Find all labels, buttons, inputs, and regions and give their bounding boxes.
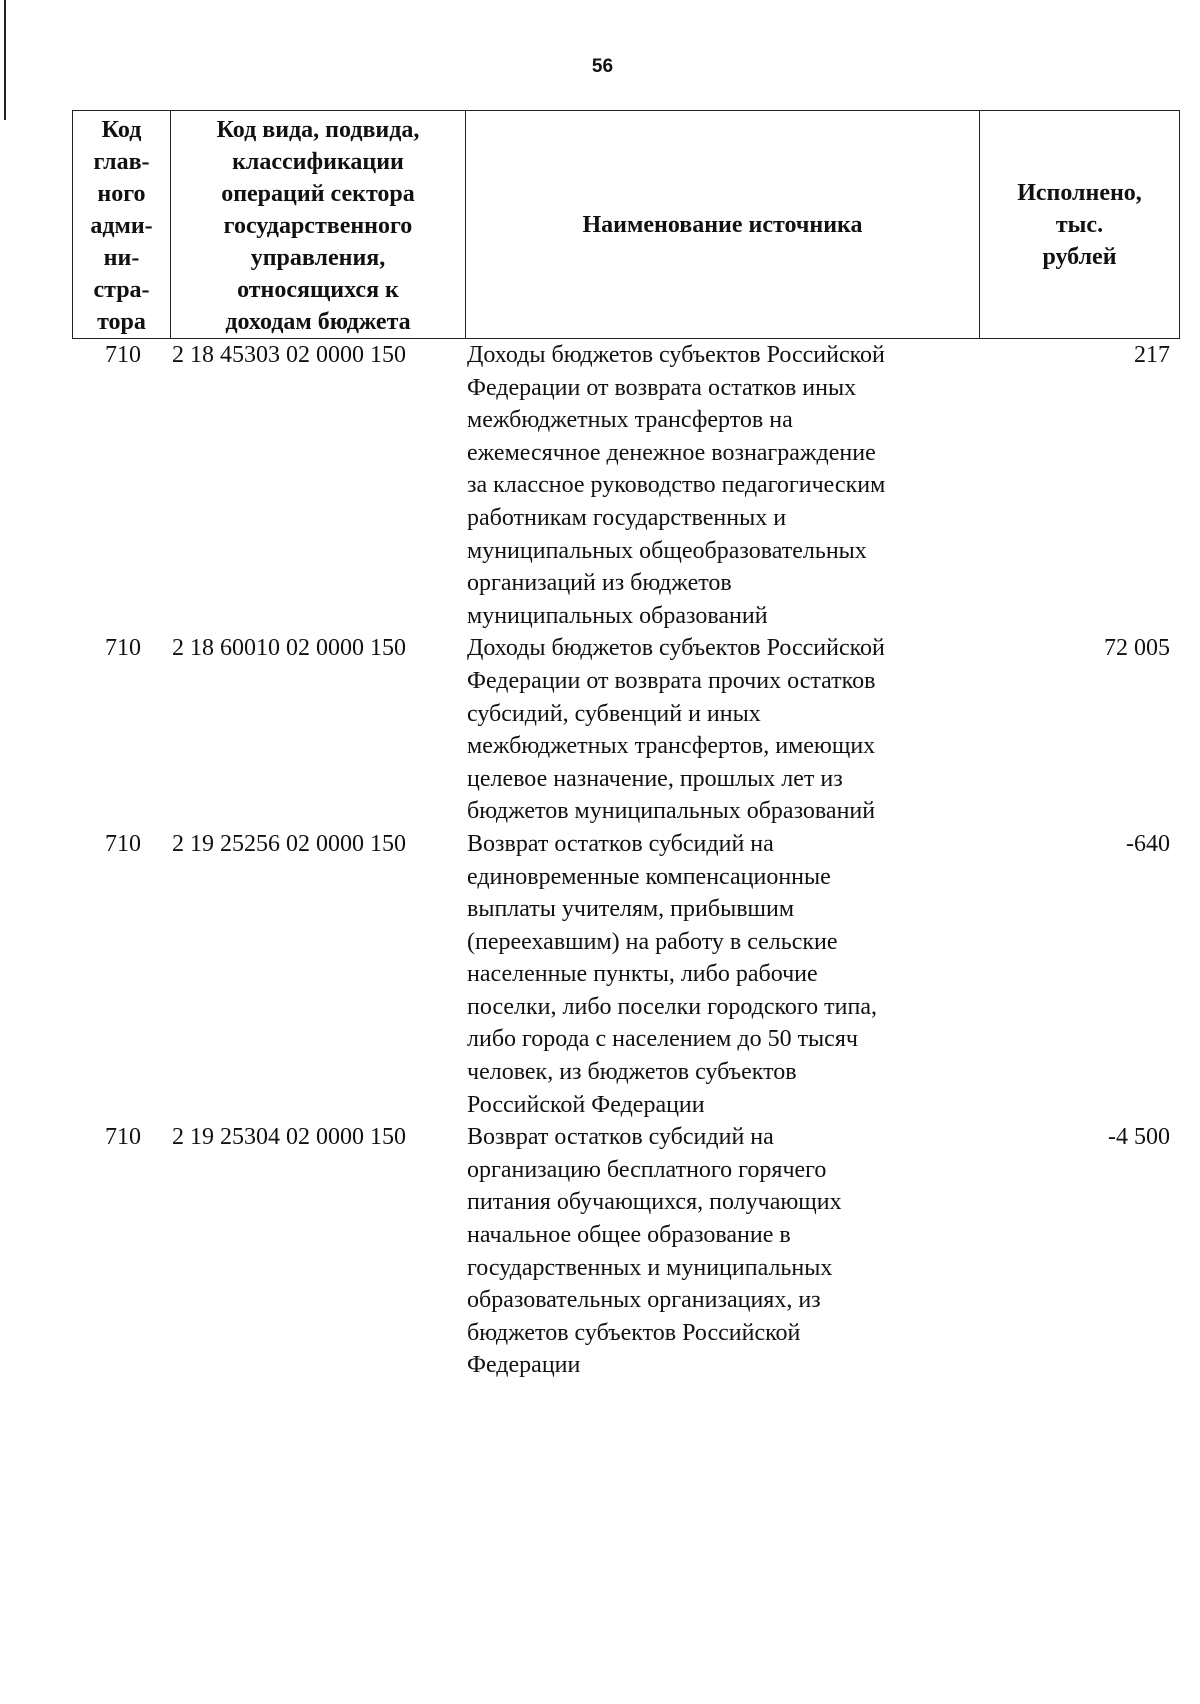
source-name-cell: Доходы бюджетов субъектов Российской Федерации от возврата остатков иных межбюджетных трансфертов на ежемесячное денежное вознаграждение за классное руководство педагогическим работникам государственных и муниципальных общеобразовательных организаций из бюджетов муниципальных образований [467,342,886,629]
table-row [72,632,1180,828]
table-row [72,828,1180,1121]
amount-cell: 217 [1134,342,1170,368]
page-number: 56 [591,56,614,77]
source-name-cell: Возврат остатков субсидий на единовременные компенсационные выплаты учителям, прибывшим (переехавшим) на работу в сельские населенные пункты, либо рабочие поселки, либо поселки городского типа, либо города с населением до 50 тысяч человек, из бюджетов субъектов Российской Федерации [467,830,878,1118]
header-source-name: Наименование источника [466,111,980,338]
kind-code-cell: 2 19 25256 02 0000 150 [172,830,406,857]
header-kind-code: Код вида, подвида, классификации операций сектора государственного управления, относящихся к доходам бюджета [171,111,466,338]
table-header [72,110,1180,339]
header-admin-code: Код глав- ного адми- ни- стра- тора [73,111,171,338]
table-row [72,1121,1180,1382]
header-executed: Исполнено, тыс. рублей [1017,179,1142,270]
amount-cell: -640 [1126,830,1170,857]
kind-code-cell: 2 18 45303 02 0000 150 [172,342,406,368]
source-name-cell: Возврат остатков субсидий на организацию бесплатного горячего питания обучающихся, получающих начальное общее образование в государственных и муниципальных образовательных организациях, из бюджетов субъектов Российской Федерации [467,1124,842,1379]
table-row [72,339,1180,632]
admin-code-cell: 710 [105,830,141,857]
amount-cell: -4 500 [1108,1124,1170,1151]
admin-code-cell: 710 [105,1124,141,1151]
kind-code-cell: 2 19 25304 02 0000 150 [172,1124,406,1151]
admin-code-cell: 710 [105,635,141,662]
source-name-cell: Доходы бюджетов субъектов Российской Федерации от возврата прочих остатков субсидий, субвенций и иных межбюджетных трансфертов, имеющих целевое назначение, прошлых лет из бюджетов муниципальных образований [467,635,885,825]
amount-cell: 72 005 [1104,635,1170,662]
admin-code-cell: 710 [105,342,141,368]
revenue-sources-table [72,110,1180,1382]
kind-code-cell: 2 18 60010 02 0000 150 [172,635,406,662]
